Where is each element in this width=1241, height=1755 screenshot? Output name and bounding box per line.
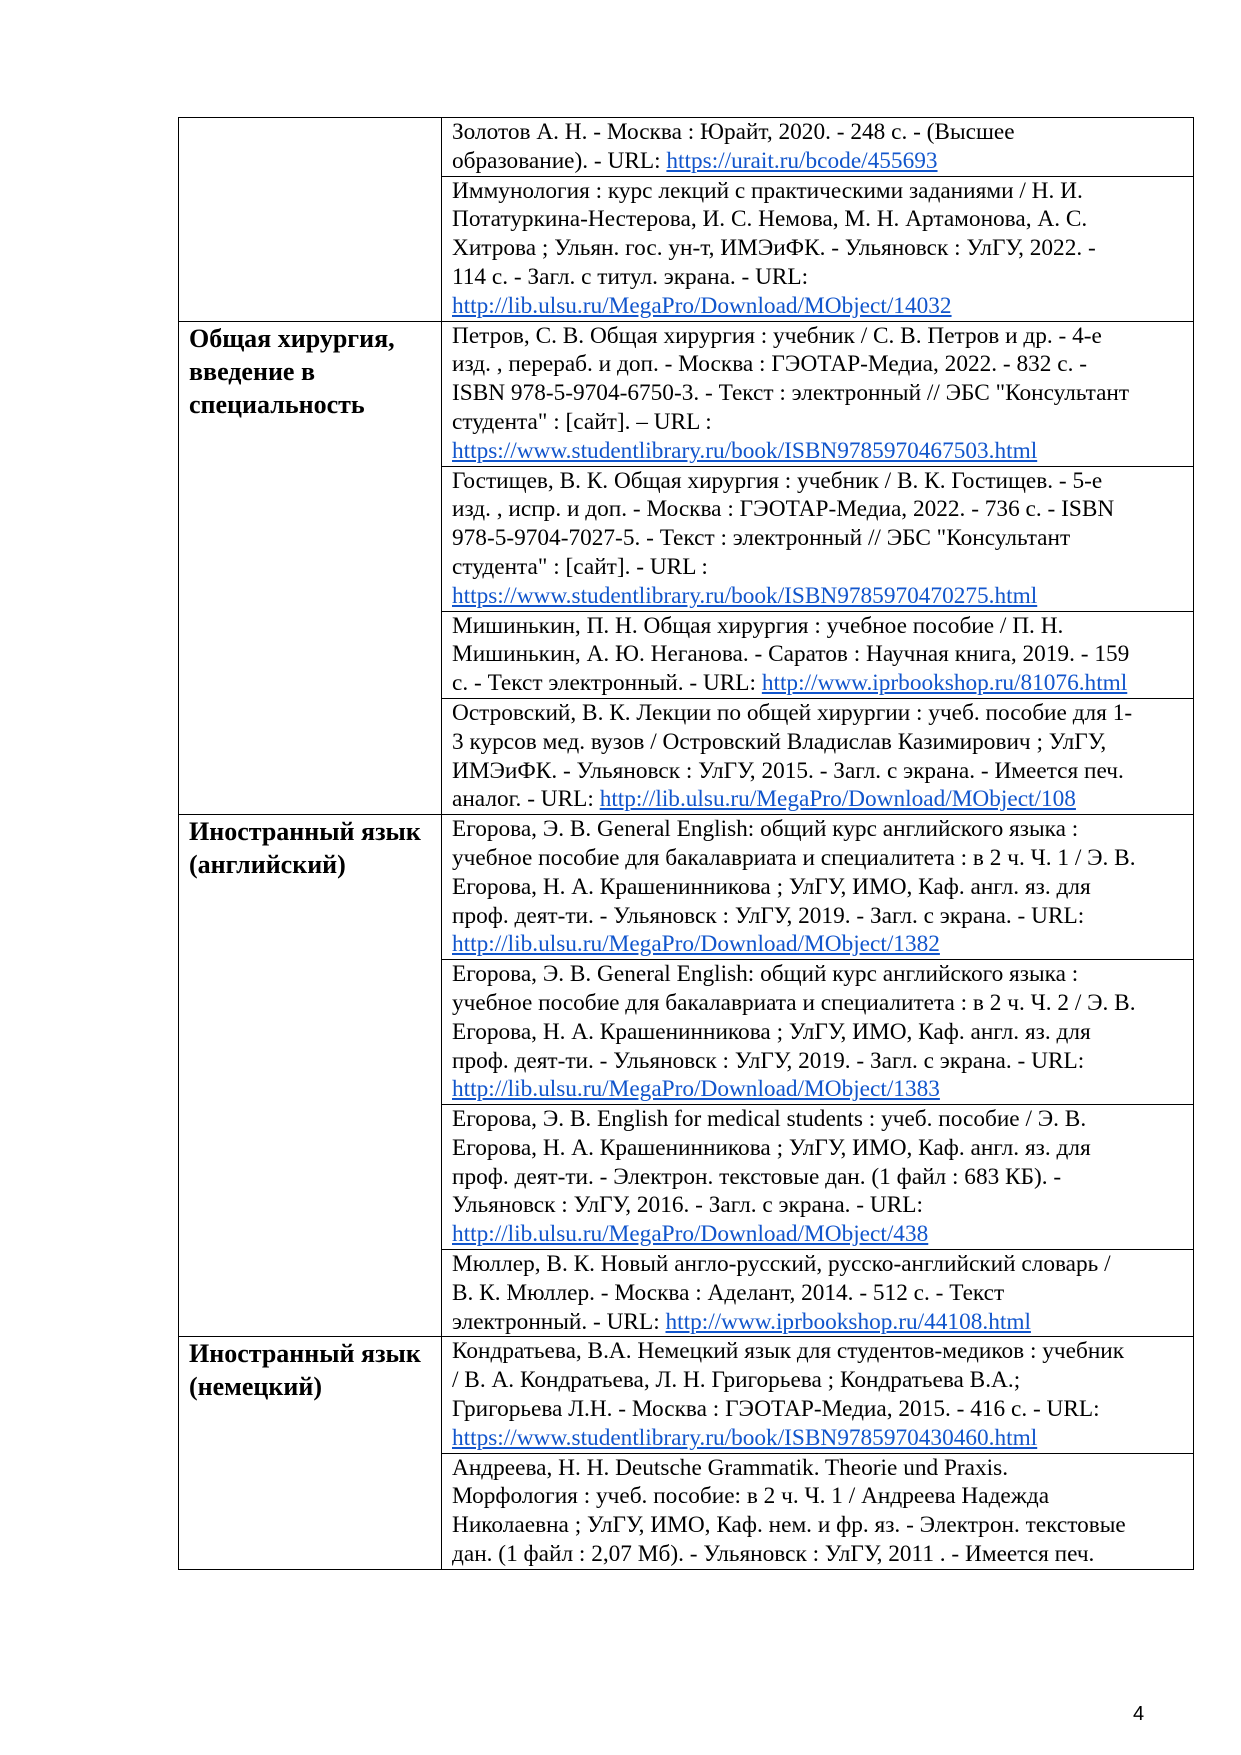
reference-text: Кондратьева, В.А. Немецкий язык для студентов-медиков : учебник / В. А. Кондратьева, Л. Н. Григорьева ; Кондратьева В.А.; Григорьева Л.Н. - Москва : ГЭОТАР-Медиа, 2015. - 416 с. - URL: [452,1338,1125,1423]
reference-cell [442,698,1194,814]
reference-text: Островский, В. К. Лекции по общей хирургии : учеб. пособие для 1- 3 курсов мед. вузов / Островский Владислав Казимирович ; УлГУ, ИМЭиФК. - Ульяновск : УлГУ, 2015. - Загл. с экрана. - Имеется печ. аналог. - URL: [452,699,1133,813]
reference-text: Петров, С. В. Общая хирургия : учебник / С. В. Петров и др. - 4-е изд. , перераб. и доп. - Москва : ГЭОТАР-Медиа, 2022. - 832 с. - ISBN 978-5-9704-6750-3. - Текст : электронный // ЭБС "Консультант студента" : [сайт]. – URL : [452,322,1130,435]
subject-cell: Иностранный язык (немецкий) [179,1337,442,1569]
reference-text: Егорова, Э. В. General English: общий курс английского языка : учебное пособие для бакалавриата и специалитета : в 2 ч. Ч. 1 / Э. В. Егорова, Н. А. Крашенинникова ; УлГУ, ИМО, Каф. англ. яз. для проф. деят-ти. - Ульяновск : УлГУ, 2019. - Загл. с экрана. - URL: [452,816,1136,929]
page-number: 4 [1133,1703,1145,1725]
bibliography-table-body [179,118,1194,1570]
reference-cell [442,321,1194,466]
reference-link[interactable]: http://www.iprbookshop.ru/44108.html [665,1308,1031,1335]
reference-text: Мюллер, В. К. Новый англо-русский, русско-английский словарь / В. К. Мюллер. - Москва : Аделант, 2014. - 512 с. - Текст электронный. - URL: [452,1251,1111,1335]
reference-link[interactable]: http://lib.ulsu.ru/MegaPro/Download/MObject/438 [452,1221,929,1248]
subject-cell: Общая хирургия, введение в специальность [179,321,442,815]
reference-cell [442,1105,1194,1250]
table-row [179,1337,1194,1453]
reference-link[interactable]: http://lib.ulsu.ru/MegaPro/Download/MObject/108 [599,786,1076,813]
table-row [179,321,1194,466]
reference-cell [442,1337,1194,1453]
reference-link[interactable]: http://lib.ulsu.ru/MegaPro/Download/MObject/1383 [452,1076,940,1103]
reference-link[interactable]: https://www.studentlibrary.ru/book/ISBN9785970430460.html [452,1424,1038,1451]
reference-cell [442,960,1194,1105]
reference-cell [442,118,1194,177]
reference-link[interactable]: http://lib.ulsu.ru/MegaPro/Download/MObject/1382 [452,931,940,958]
table-row [179,118,1194,177]
reference-link[interactable]: http://www.iprbookshop.ru/81076.html [761,670,1128,697]
reference-cell [442,1250,1194,1337]
bibliography-table [178,117,1194,1570]
reference-link[interactable]: https://urait.ru/bcode/455693 [666,147,938,174]
reference-text: Мишинькин, П. Н. Общая хирургия : учебное пособие / П. Н. Мишинькин, А. Ю. Неганова. - Саратов : Научная книга, 2019. - 159 с. - Текст электронный. - URL: [452,612,1130,697]
reference-cell [442,466,1194,611]
table-row [179,815,1194,960]
reference-cell [442,176,1194,321]
reference-cell [442,611,1194,698]
reference-text: Егорова, Э. В. General English: общий курс английского языка : учебное пособие для бакалавриата и специалитета : в 2 ч. Ч. 2 / Э. В. Егорова, Н. А. Крашенинникова ; УлГУ, ИМО, Каф. англ. яз. для проф. деят-ти. - Ульяновск : УлГУ, 2019. - Загл. с экрана. - URL: [452,961,1136,1074]
reference-text: Гостищев, В. К. Общая хирургия : учебник / В. К. Гостищев. - 5-е изд. , испр. и доп. - Москва : ГЭОТАР-Медиа, 2022. - 736 с. - ISBN 978-5-9704-7027-5. - Текст : электронный // ЭБС "Консультант студента" : [сайт]. - URL : [452,467,1115,580]
reference-text: Иммунология : курс лекций с практическими заданиями / Н. И. Потатуркина-Нестерова, И. С. Немова, М. Н. Артамонова, А. С. Хитрова ; Ульян. гос. ун-т, ИМЭиФК. - Ульяновск : УлГУ, 2022. - 114 с. - Загл. с титул. экрана. - URL: [452,177,1096,290]
subject-cell: Иностранный язык (английский) [179,815,442,1337]
reference-text: Золотов А. Н. - Москва : Юрайт, 2020. - 248 с. - (Высшее образование). - URL: [452,119,1015,174]
reference-link[interactable]: http://lib.ulsu.ru/MegaPro/Download/MObject/14032 [452,292,952,319]
reference-cell [442,1453,1194,1569]
reference-text: Андреева, Н. Н. Deutsche Grammatik. Theorie und Praxis. Морфология : учеб. пособие: в 2 ч. Ч. 1 / Андреева Надежда Николаевна ; УлГУ, ИМО, Каф. нем. и фр. яз. - Электрон. текстовые дан. (1 файл : 2,07 Мб). - Ульяновск : УлГУ, 2011 . - Имеется печ. [452,1454,1126,1568]
reference-cell [442,815,1194,960]
subject-cell [179,118,442,322]
reference-link[interactable]: https://www.studentlibrary.ru/book/ISBN9785970467503.html [452,437,1038,464]
reference-link[interactable]: https://www.studentlibrary.ru/book/ISBN9785970470275.html [452,582,1038,609]
reference-text: Егорова, Э. В. English for medical students : учеб. пособие / Э. В. Егорова, Н. А. Крашенинникова ; УлГУ, ИМО, Каф. англ. яз. для проф. деят-ти. - Электрон. текстовые дан. (1 файл : 683 КБ). - Ульяновск : УлГУ, 2016. - Загл. с экрана. - URL: [452,1106,1091,1219]
